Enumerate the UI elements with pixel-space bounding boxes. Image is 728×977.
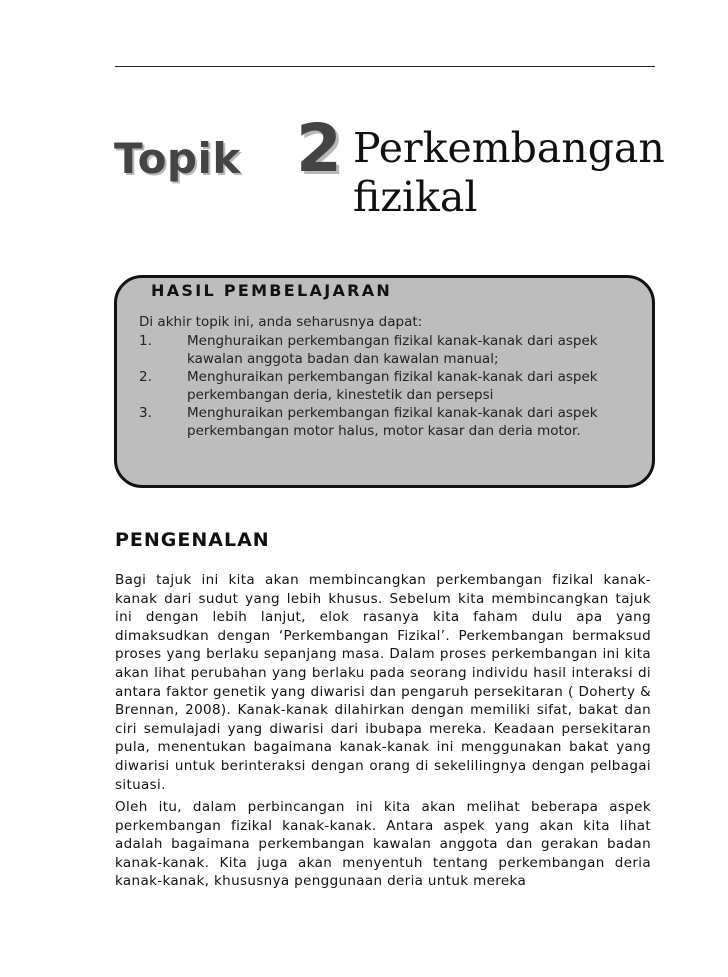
- outcome-text: Menghuraikan perkembangan fizikal kanak-kanak dari aspek perkembangan deria, kinestetik dan persepsi: [187, 369, 598, 403]
- topic-number: 2: [296, 110, 342, 187]
- outcome-text: Menghuraikan perkembangan fizikal kanak-kanak dari aspek perkembangan motor halus, motor kasar dan deria motor.: [187, 405, 598, 439]
- chapter-title-line-2: fizikal: [353, 173, 478, 221]
- header-rule: [115, 66, 655, 67]
- section-heading: PENGENALAN: [115, 529, 270, 551]
- learning-outcomes-label: HASIL PEMBELAJARAN: [145, 279, 396, 301]
- intro-paragraph-1: Bagi tajuk ini kita akan membincangkan perkembangan fizikal kanak-kanak dari sudut yang lebih khusus. Sebelum kita membincangkan tajuk ini dengan lebih lanjut, elok rasanya kita faham dulu apa yang dimaksudkan dengan ‘Perkembangan Fizikal’. Perkembangan bermaksud proses yang berlaku sepanjang masa. Dalam proses perkembangan ini kita akan lihat perubahan yang berlaku pada seorang individu hasil interaksi di antara faktor genetik yang diwarisi dan pengaruh persekitaran ( Doherty & Brennan, 2008). Kanak-kanak dilahirkan dengan memiliki sifat, bakat dan ciri semulajadi yang diwarisi dari ibubapa mereka. Keadaan persekitaran pula, menentukan bagaimana kanak-kanak ini menggunakan bakat yang diwarisi untuk berinteraksi dengan orang di sekelilingnya dengan pelbagai situasi.: [115, 572, 651, 793]
- outcome-number: 1.: [139, 333, 152, 349]
- chapter-title-line-1: Perkembangan: [353, 124, 665, 172]
- topic-label: Topik: [114, 134, 241, 183]
- intro-paragraph-2: Oleh itu, dalam perbincangan ini kita akan melihat beberapa aspek perkembangan fizikal kanak-kanak. Antara aspek yang akan kita lihat adalah bagaimana perkembangan kawalan anggota dan gerakan badan kanak-kanak. Kita juga akan menyentuh tentang perkembangan deria kanak-kanak, khususnya penggunaan deria untuk mereka: [115, 799, 651, 890]
- outcome-item: [139, 404, 619, 440]
- learning-outcomes-intro: Di akhir topik ini, anda seharusnya dapat:: [139, 314, 423, 330]
- outcome-item: [139, 368, 619, 404]
- learning-outcomes-list: [139, 332, 619, 440]
- outcome-number: 3.: [139, 405, 152, 421]
- chapter-title: [353, 124, 665, 222]
- outcome-item: [139, 332, 619, 368]
- outcome-text: Menghuraikan perkembangan fizikal kanak-kanak dari aspek kawalan anggota badan dan kawalan manual;: [187, 333, 598, 367]
- outcome-number: 2.: [139, 369, 152, 385]
